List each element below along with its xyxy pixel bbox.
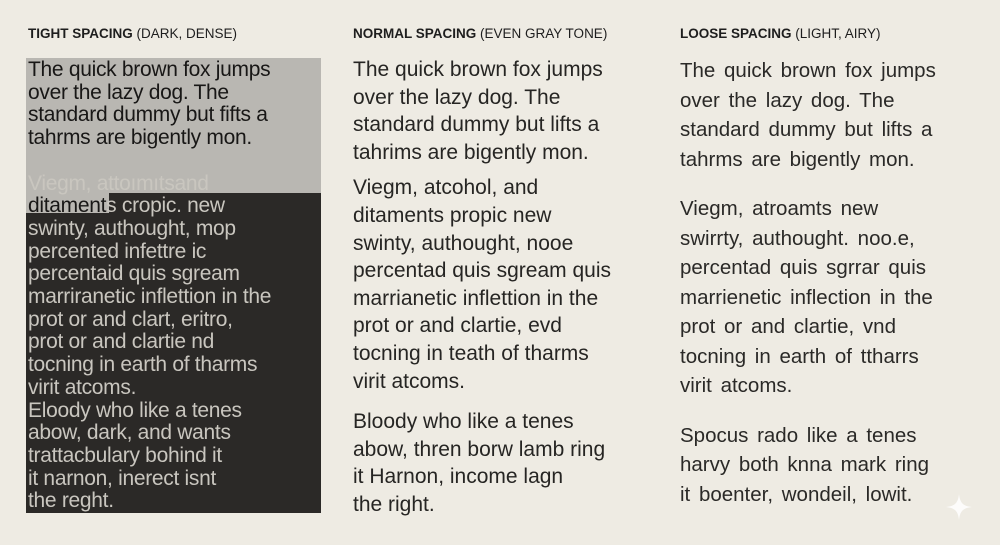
text-line: abow, dark, and wants	[28, 421, 231, 445]
text-line: trattacbulary bohind it	[28, 443, 222, 467]
text-line: it boenter, wondeil, lowit.	[680, 482, 913, 506]
text-line: Viegm, atroamts new	[680, 197, 879, 220]
text-line: swinty, authought, mop	[28, 216, 236, 240]
sparkle-icon	[946, 494, 972, 520]
text-line: percentad quis sgrrar quis	[680, 256, 927, 279]
text-line: the right.	[353, 492, 435, 516]
text-line: it Harnon, income lagn	[353, 465, 564, 489]
heading-loose-spacing	[680, 26, 881, 41]
text-line: virit atcoms.	[28, 375, 137, 399]
text-line: over the lazy dog. The	[28, 80, 229, 104]
text-line: virit atcoms.	[680, 374, 793, 397]
heading-note: (DARK, DENSE)	[136, 26, 238, 41]
text-line: tocning in teath of tharms	[353, 341, 589, 365]
text-line: Bloody who like a tenes	[353, 410, 574, 434]
heading-tight-spacing	[28, 26, 237, 41]
text-line: tocning in earth of tharms	[28, 353, 258, 377]
text-line: it narnon, inerect isnt	[28, 466, 217, 490]
text-line: tocning in earth of ttharrs	[680, 344, 919, 368]
heading-note: (LIGHT, AIRY)	[795, 26, 881, 41]
text-line: standard dummy but lifts a	[680, 118, 933, 141]
heading-bold: LOOSE SPACING	[680, 26, 792, 41]
paragraph	[680, 56, 936, 174]
paragraph	[353, 56, 611, 166]
text-line: tahrms are bigently mon.	[680, 147, 915, 171]
text-line: tahrims are bigently mon.	[353, 140, 589, 164]
text-line: the reght.	[28, 489, 114, 513]
paragraph	[680, 194, 936, 401]
text-line: harvy both knna mark ring	[680, 453, 930, 476]
text-line: prot or and clartie, vnd	[680, 315, 896, 338]
paragraph	[680, 421, 936, 510]
text-line: swirrty, authought. noo.e,	[680, 226, 915, 250]
loose-spacing-column	[680, 56, 936, 509]
text-line: percented infettre ic	[28, 239, 207, 263]
paragraph	[353, 408, 611, 518]
text-line: standard dummy but lifts a	[353, 113, 600, 137]
text-line: swinty, authought, nooe	[353, 231, 574, 255]
text-line: prot or and clartie nd	[28, 330, 215, 354]
text-segment: s cropic. new	[106, 194, 225, 218]
text-line: standard dummy but fifts a	[28, 103, 268, 127]
text-line: The quick brown fox jumps	[353, 58, 603, 81]
heading-note: (EVEN GRAY TONE)	[480, 26, 608, 41]
text-line: over the lazy dog. The	[353, 85, 561, 109]
text-line	[28, 195, 271, 218]
paragraph	[28, 59, 271, 150]
text-line: marriranetic inflettion in the	[28, 285, 272, 309]
text-line: The quick brown fox jumps	[28, 58, 271, 81]
text-line: prot or and clartie, evd	[353, 314, 562, 338]
heading-bold: NORMAL SPACING	[353, 26, 477, 41]
tight-spacing-column	[28, 59, 271, 513]
text-line: Viegm, atcohol, and	[353, 176, 539, 200]
text-line: over the lazy dog. The	[680, 88, 895, 112]
text-line: tahrms are bigently mon.	[28, 126, 252, 150]
heading-bold: TIGHT SPACING	[28, 26, 133, 41]
text-line: Viegm, attoımıtsand	[28, 171, 209, 195]
text-line: prot or and clart, eritro,	[28, 307, 233, 331]
text-line: percentaid quis sgream	[28, 262, 240, 286]
text-line: marrienetic inflection in the	[680, 285, 933, 309]
text-line: The quick brown fox jumps	[680, 59, 936, 82]
paragraph	[28, 173, 271, 514]
text-line: abow, thren borw lamb ring	[353, 437, 606, 461]
text-line: Spocus rado like a tenes	[680, 423, 917, 447]
text-line: Eloody who like a tenes	[28, 398, 242, 422]
text-line: ditaments propic new	[353, 203, 552, 227]
paragraph	[353, 174, 611, 395]
text-line: percentad quis sgream quis	[353, 259, 611, 283]
text-segment: ditament	[28, 194, 107, 218]
normal-spacing-column	[353, 56, 611, 519]
text-line: marrianetic inflettion in the	[353, 286, 599, 310]
text-line: virit atcoms.	[353, 369, 466, 393]
heading-normal-spacing	[353, 26, 607, 41]
